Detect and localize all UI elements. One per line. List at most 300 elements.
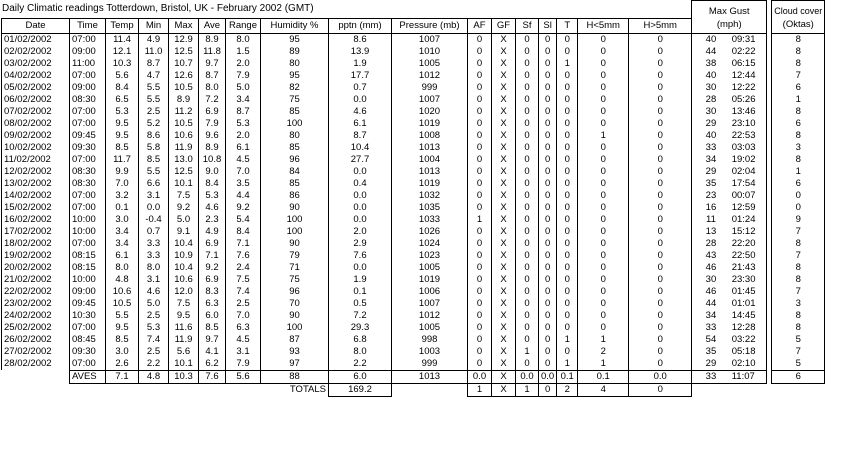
climate-table bbox=[1, 0, 825, 397]
cell-humidity: 85 bbox=[261, 178, 329, 190]
cell-date: 25/02/2002 bbox=[2, 322, 70, 334]
cell-gust-mph: 40 bbox=[692, 33, 730, 46]
total-t: 2 bbox=[557, 383, 578, 396]
average-hail-large: 0.0 bbox=[629, 370, 692, 383]
totals-label: TOTALS bbox=[289, 383, 326, 395]
cell-gf: X bbox=[492, 166, 516, 178]
header-range: Range bbox=[226, 18, 261, 33]
cell-gust-time: 02:22 bbox=[730, 46, 767, 58]
table-row bbox=[2, 262, 825, 274]
cell-gf: X bbox=[492, 106, 516, 118]
cell-humidity: 75 bbox=[261, 274, 329, 286]
cell-range: 1.5 bbox=[226, 46, 261, 58]
total-sf: 1 bbox=[516, 383, 539, 396]
cell-hail-large: 0 bbox=[629, 346, 692, 358]
cell-af: 0 bbox=[468, 33, 492, 46]
cell-gust-mph: 44 bbox=[692, 298, 730, 310]
cell-pressure: 1005 bbox=[392, 58, 468, 70]
cell-hail-large: 0 bbox=[629, 238, 692, 250]
table-row bbox=[2, 33, 825, 46]
table-row bbox=[2, 346, 825, 358]
cell-hail-large: 0 bbox=[629, 82, 692, 94]
cell-t: 1 bbox=[557, 58, 578, 70]
cell-min: 5.2 bbox=[139, 118, 169, 130]
cell-cloud-oktas: 5 bbox=[772, 358, 825, 371]
cell-gf: X bbox=[492, 334, 516, 346]
cell-cloud-oktas: 6 bbox=[772, 118, 825, 130]
cell-date: 09/02/2002 bbox=[2, 130, 70, 142]
cell-gust-mph: 29 bbox=[692, 166, 730, 178]
cell-cloud-oktas: 3 bbox=[772, 298, 825, 310]
cell-cloud-oktas: 8 bbox=[772, 262, 825, 274]
cell-sf: 0 bbox=[516, 82, 539, 94]
cell-cloud-oktas: 7 bbox=[772, 226, 825, 238]
cell-date: 15/02/2002 bbox=[2, 202, 70, 214]
cell-min: 4.6 bbox=[139, 286, 169, 298]
table-row bbox=[2, 274, 825, 286]
cell-t: 0 bbox=[557, 322, 578, 334]
cell-date: 08/02/2002 bbox=[2, 118, 70, 130]
cell-humidity: 90 bbox=[261, 202, 329, 214]
cell-hail-small: 0 bbox=[578, 33, 629, 46]
cell-ave: 6.9 bbox=[199, 238, 226, 250]
cell-gf: X bbox=[492, 94, 516, 106]
cell-date: 04/02/2002 bbox=[2, 70, 70, 82]
cell-af: 0 bbox=[468, 286, 492, 298]
header-sf: Sf bbox=[516, 18, 539, 33]
cell-range: 3.5 bbox=[226, 178, 261, 190]
cell-pressure: 1010 bbox=[392, 46, 468, 58]
cell-temp: 5.5 bbox=[106, 310, 139, 322]
cell-range: 2.4 bbox=[226, 262, 261, 274]
cell-sl: 0 bbox=[539, 310, 557, 322]
cell-cloud-oktas: 8 bbox=[772, 46, 825, 58]
cell-sl: 0 bbox=[539, 286, 557, 298]
cell-max: 12.6 bbox=[169, 70, 199, 82]
table-row bbox=[2, 58, 825, 70]
cell-sl: 0 bbox=[539, 178, 557, 190]
cell-gf: X bbox=[492, 274, 516, 286]
cell-range: 2.0 bbox=[226, 130, 261, 142]
cell-hail-small: 0 bbox=[578, 310, 629, 322]
cell-t: 0 bbox=[557, 33, 578, 46]
cell-t: 0 bbox=[557, 346, 578, 358]
table-row bbox=[2, 70, 825, 82]
cell-ave: 8.7 bbox=[199, 70, 226, 82]
cell-gust-time: 14:45 bbox=[730, 310, 767, 322]
cell-time: 10:00 bbox=[70, 274, 106, 286]
cell-hail-large: 0 bbox=[629, 358, 692, 371]
cell-sf: 0 bbox=[516, 298, 539, 310]
cell-max: 12.5 bbox=[169, 46, 199, 58]
cell-hail-large: 0 bbox=[629, 94, 692, 106]
average-sf: 0.0 bbox=[516, 370, 539, 383]
cell-pressure: 1013 bbox=[392, 142, 468, 154]
cell-t: 0 bbox=[557, 166, 578, 178]
cell-min: 2.2 bbox=[139, 358, 169, 371]
cell-ave: 9.6 bbox=[199, 130, 226, 142]
cell-ave: 11.8 bbox=[199, 46, 226, 58]
cell-min: 2.5 bbox=[139, 106, 169, 118]
cell-t: 0 bbox=[557, 178, 578, 190]
cell-sl: 0 bbox=[539, 118, 557, 130]
cell-min: 8.7 bbox=[139, 58, 169, 70]
cell-sf: 0 bbox=[516, 310, 539, 322]
cell-hail-large: 0 bbox=[629, 298, 692, 310]
cell-ave: 2.3 bbox=[199, 214, 226, 226]
totals-row bbox=[2, 383, 825, 396]
cell-t: 0 bbox=[557, 226, 578, 238]
average-range: 5.6 bbox=[226, 370, 261, 383]
cell-humidity: 96 bbox=[261, 154, 329, 166]
cell-sl: 0 bbox=[539, 334, 557, 346]
cell-max: 10.6 bbox=[169, 130, 199, 142]
cell-sl: 0 bbox=[539, 298, 557, 310]
cell-hail-large: 0 bbox=[629, 166, 692, 178]
cell-af: 0 bbox=[468, 58, 492, 70]
cell-ave: 8.5 bbox=[199, 322, 226, 334]
table-row bbox=[2, 310, 825, 322]
cell-sl: 0 bbox=[539, 190, 557, 202]
cell-temp: 4.8 bbox=[106, 274, 139, 286]
cell-t: 0 bbox=[557, 214, 578, 226]
cell-range: 2.0 bbox=[226, 58, 261, 70]
cell-gust-mph: 33 bbox=[692, 322, 730, 334]
cell-temp: 6.5 bbox=[106, 94, 139, 106]
cell-af: 0 bbox=[468, 226, 492, 238]
cell-range: 6.3 bbox=[226, 322, 261, 334]
cell-pptn: 0.4 bbox=[329, 178, 392, 190]
cell-cloud-oktas: 8 bbox=[772, 33, 825, 46]
cell-pptn: 0.0 bbox=[329, 202, 392, 214]
cell-humidity: 97 bbox=[261, 358, 329, 371]
header-hail-large: H>5mm bbox=[629, 18, 692, 33]
cell-date: 17/02/2002 bbox=[2, 226, 70, 238]
cell-ave: 8.3 bbox=[199, 286, 226, 298]
cell-sl: 0 bbox=[539, 226, 557, 238]
cell-pptn: 0.7 bbox=[329, 82, 392, 94]
cell-t: 0 bbox=[557, 262, 578, 274]
cell-af: 0 bbox=[468, 166, 492, 178]
averages-label: AVES bbox=[70, 370, 106, 383]
cell-hail-large: 0 bbox=[629, 274, 692, 286]
cell-range: 5.4 bbox=[226, 214, 261, 226]
cell-ave: 6.2 bbox=[199, 358, 226, 371]
cell-range: 9.2 bbox=[226, 202, 261, 214]
cell-time: 07:00 bbox=[70, 118, 106, 130]
cell-pptn: 27.7 bbox=[329, 154, 392, 166]
cell-sl: 0 bbox=[539, 166, 557, 178]
cell-hail-small: 0 bbox=[578, 178, 629, 190]
cell-humidity: 80 bbox=[261, 130, 329, 142]
cell-pptn: 0.0 bbox=[329, 166, 392, 178]
cell-hail-small: 0 bbox=[578, 286, 629, 298]
table-row bbox=[2, 298, 825, 310]
cell-ave: 4.9 bbox=[199, 226, 226, 238]
cell-date: 18/02/2002 bbox=[2, 238, 70, 250]
cell-hail-large: 0 bbox=[629, 106, 692, 118]
cell-ave: 6.9 bbox=[199, 274, 226, 286]
cell-humidity: 71 bbox=[261, 262, 329, 274]
cell-hail-small: 1 bbox=[578, 334, 629, 346]
cell-date: 27/02/2002 bbox=[2, 346, 70, 358]
cell-t: 0 bbox=[557, 190, 578, 202]
cell-temp: 6.1 bbox=[106, 250, 139, 262]
cell-date: 28/02/2002 bbox=[2, 358, 70, 371]
table-row bbox=[2, 358, 825, 371]
table-row bbox=[2, 142, 825, 154]
cell-hail-small: 1 bbox=[578, 130, 629, 142]
cell-min: 8.5 bbox=[139, 154, 169, 166]
cell-hail-large: 0 bbox=[629, 262, 692, 274]
table-row bbox=[2, 190, 825, 202]
average-t: 0.1 bbox=[557, 370, 578, 383]
cell-gf: X bbox=[492, 262, 516, 274]
cell-sl: 0 bbox=[539, 250, 557, 262]
table-row bbox=[2, 46, 825, 58]
cell-gust-mph: 43 bbox=[692, 250, 730, 262]
cell-sf: 0 bbox=[516, 142, 539, 154]
cell-pptn: 1.9 bbox=[329, 274, 392, 286]
cell-gust-mph: 23 bbox=[692, 190, 730, 202]
cell-gust-time: 03:03 bbox=[730, 142, 767, 154]
cell-cloud-oktas: 8 bbox=[772, 274, 825, 286]
header-af: AF bbox=[468, 18, 492, 33]
cell-af: 0 bbox=[468, 178, 492, 190]
cell-hail-small: 0 bbox=[578, 250, 629, 262]
cell-hail-small: 0 bbox=[578, 166, 629, 178]
cell-hail-small: 0 bbox=[578, 322, 629, 334]
cell-range: 4.5 bbox=[226, 334, 261, 346]
cell-range: 2.5 bbox=[226, 298, 261, 310]
table-row bbox=[2, 130, 825, 142]
cell-date: 24/02/2002 bbox=[2, 310, 70, 322]
cell-gust-mph: 46 bbox=[692, 262, 730, 274]
cell-pptn: 1.9 bbox=[329, 58, 392, 70]
cell-t: 0 bbox=[557, 202, 578, 214]
cell-min: 6.6 bbox=[139, 178, 169, 190]
header-gust-mph: (mph) bbox=[692, 18, 767, 33]
cell-humidity: 100 bbox=[261, 118, 329, 130]
cell-pressure: 1005 bbox=[392, 262, 468, 274]
cell-pptn: 0.0 bbox=[329, 214, 392, 226]
cell-temp: 8.4 bbox=[106, 82, 139, 94]
cell-hail-large: 0 bbox=[629, 130, 692, 142]
cell-temp: 2.6 bbox=[106, 358, 139, 371]
table-row bbox=[2, 214, 825, 226]
cell-temp: 12.1 bbox=[106, 46, 139, 58]
average-gf: X bbox=[492, 370, 516, 383]
cell-af: 0 bbox=[468, 82, 492, 94]
cell-af: 0 bbox=[468, 70, 492, 82]
cell-t: 0 bbox=[557, 250, 578, 262]
cell-gust-time: 12:44 bbox=[730, 70, 767, 82]
cell-cloud-oktas: 3 bbox=[772, 142, 825, 154]
cell-max: 10.5 bbox=[169, 82, 199, 94]
cell-date: 20/02/2002 bbox=[2, 262, 70, 274]
cell-date: 10/02/2002 bbox=[2, 142, 70, 154]
cell-date: 05/02/2002 bbox=[2, 82, 70, 94]
cell-gust-time: 23:10 bbox=[730, 118, 767, 130]
cell-sf: 0 bbox=[516, 274, 539, 286]
cell-time: 07:00 bbox=[70, 322, 106, 334]
cell-humidity: 95 bbox=[261, 70, 329, 82]
cell-max: 5.0 bbox=[169, 214, 199, 226]
cell-pressure: 998 bbox=[392, 334, 468, 346]
cell-date: 03/02/2002 bbox=[2, 58, 70, 70]
cell-humidity: 85 bbox=[261, 106, 329, 118]
cell-sf: 0 bbox=[516, 322, 539, 334]
cell-pressure: 1024 bbox=[392, 238, 468, 250]
cell-gust-time: 01:24 bbox=[730, 214, 767, 226]
average-af: 0.0 bbox=[468, 370, 492, 383]
cell-sl: 0 bbox=[539, 130, 557, 142]
cell-cloud-oktas: 6 bbox=[772, 82, 825, 94]
table-row bbox=[2, 82, 825, 94]
cell-sl: 0 bbox=[539, 202, 557, 214]
cell-ave: 9.2 bbox=[199, 262, 226, 274]
cell-hail-large: 0 bbox=[629, 214, 692, 226]
cell-humidity: 80 bbox=[261, 58, 329, 70]
cell-time: 07:00 bbox=[70, 70, 106, 82]
cell-gust-mph: 35 bbox=[692, 346, 730, 358]
cell-max: 11.9 bbox=[169, 334, 199, 346]
cell-sl: 0 bbox=[539, 94, 557, 106]
cell-gf: X bbox=[492, 82, 516, 94]
cell-af: 0 bbox=[468, 298, 492, 310]
cell-gust-mph: 30 bbox=[692, 82, 730, 94]
totals-gap bbox=[392, 383, 468, 396]
cell-sf: 1 bbox=[516, 346, 539, 358]
cell-cloud-oktas: 8 bbox=[772, 238, 825, 250]
cell-range: 7.6 bbox=[226, 250, 261, 262]
cell-min: 5.5 bbox=[139, 82, 169, 94]
cell-sf: 0 bbox=[516, 130, 539, 142]
cell-date: 06/02/2002 bbox=[2, 94, 70, 106]
table-row bbox=[2, 250, 825, 262]
cell-humidity: 93 bbox=[261, 346, 329, 358]
cell-max: 10.1 bbox=[169, 358, 199, 371]
header-temp: Temp bbox=[106, 18, 139, 33]
average-sl: 0.0 bbox=[539, 370, 557, 383]
cell-humidity: 79 bbox=[261, 250, 329, 262]
total-hail-large: 0 bbox=[629, 383, 692, 396]
cell-humidity: 90 bbox=[261, 310, 329, 322]
cell-hail-small: 0 bbox=[578, 202, 629, 214]
sheet-title: Daily Climatic readings Totterdown, Bristol, UK - February 2002 (GMT) bbox=[2, 3, 314, 14]
cell-time: 07:00 bbox=[70, 154, 106, 166]
cell-af: 0 bbox=[468, 142, 492, 154]
cell-sl: 0 bbox=[539, 142, 557, 154]
cell-gf: X bbox=[492, 70, 516, 82]
cell-sl: 0 bbox=[539, 358, 557, 371]
table-row bbox=[2, 238, 825, 250]
cell-gf: X bbox=[492, 310, 516, 322]
cell-min: 5.0 bbox=[139, 298, 169, 310]
cell-time: 08:30 bbox=[70, 94, 106, 106]
cell-pptn: 0.0 bbox=[329, 94, 392, 106]
cell-min: 2.5 bbox=[139, 310, 169, 322]
cell-cloud-oktas: 8 bbox=[772, 310, 825, 322]
cell-pressure: 1007 bbox=[392, 298, 468, 310]
cell-sf: 0 bbox=[516, 214, 539, 226]
averages-spacer bbox=[2, 370, 70, 383]
cell-min: 3.3 bbox=[139, 250, 169, 262]
header-pptn: pptn (mm) bbox=[329, 18, 392, 33]
average-humidity: 88 bbox=[261, 370, 329, 383]
cell-time: 10:00 bbox=[70, 226, 106, 238]
cell-t: 0 bbox=[557, 286, 578, 298]
cell-gust-time: 22:20 bbox=[730, 238, 767, 250]
cell-temp: 0.1 bbox=[106, 202, 139, 214]
cell-pressure: 1035 bbox=[392, 202, 468, 214]
cell-max: 9.5 bbox=[169, 310, 199, 322]
cell-af: 0 bbox=[468, 310, 492, 322]
cell-gust-time: 17:54 bbox=[730, 178, 767, 190]
cell-range: 7.0 bbox=[226, 166, 261, 178]
cell-t: 0 bbox=[557, 94, 578, 106]
cell-max: 12.5 bbox=[169, 166, 199, 178]
cell-pptn: 10.4 bbox=[329, 142, 392, 154]
cell-hail-small: 0 bbox=[578, 262, 629, 274]
cell-pptn: 13.9 bbox=[329, 46, 392, 58]
cell-gust-time: 23:30 bbox=[730, 274, 767, 286]
header-gf: GF bbox=[492, 18, 516, 33]
cell-max: 8.9 bbox=[169, 94, 199, 106]
cell-gust-time: 12:22 bbox=[730, 82, 767, 94]
cell-time: 08:15 bbox=[70, 262, 106, 274]
cell-ave: 7.9 bbox=[199, 118, 226, 130]
cell-date: 22/02/2002 bbox=[2, 286, 70, 298]
cell-af: 0 bbox=[468, 94, 492, 106]
cell-ave: 6.3 bbox=[199, 298, 226, 310]
cell-pressure: 1019 bbox=[392, 178, 468, 190]
cell-max: 11.6 bbox=[169, 322, 199, 334]
header-row bbox=[2, 18, 825, 33]
cell-time: 09:00 bbox=[70, 286, 106, 298]
cell-min: 4.9 bbox=[139, 33, 169, 46]
cell-hail-small: 1 bbox=[578, 358, 629, 371]
cell-gust-mph: 28 bbox=[692, 94, 730, 106]
cell-max: 7.5 bbox=[169, 190, 199, 202]
cell-pressure: 1012 bbox=[392, 310, 468, 322]
cell-max: 12.9 bbox=[169, 33, 199, 46]
cell-max: 7.5 bbox=[169, 298, 199, 310]
cell-range: 7.9 bbox=[226, 70, 261, 82]
cell-max: 9.2 bbox=[169, 202, 199, 214]
cell-af: 0 bbox=[468, 202, 492, 214]
cell-sf: 0 bbox=[516, 106, 539, 118]
cell-pressure: 1007 bbox=[392, 33, 468, 46]
cell-gf: X bbox=[492, 33, 516, 46]
cell-hail-small: 0 bbox=[578, 214, 629, 226]
cell-gust-time: 06:15 bbox=[730, 58, 767, 70]
cell-max: 13.0 bbox=[169, 154, 199, 166]
cell-gust-mph: 30 bbox=[692, 106, 730, 118]
cell-ave: 9.7 bbox=[199, 334, 226, 346]
cell-sf: 0 bbox=[516, 166, 539, 178]
cell-gust-mph: 33 bbox=[692, 142, 730, 154]
cell-humidity: 89 bbox=[261, 46, 329, 58]
cell-cloud-oktas: 8 bbox=[772, 106, 825, 118]
cell-hail-small: 0 bbox=[578, 106, 629, 118]
cell-min: -0.4 bbox=[139, 214, 169, 226]
cell-sl: 0 bbox=[539, 33, 557, 46]
cell-min: 2.5 bbox=[139, 346, 169, 358]
cell-temp: 10.3 bbox=[106, 58, 139, 70]
cell-gf: X bbox=[492, 142, 516, 154]
cell-range: 8.4 bbox=[226, 226, 261, 238]
